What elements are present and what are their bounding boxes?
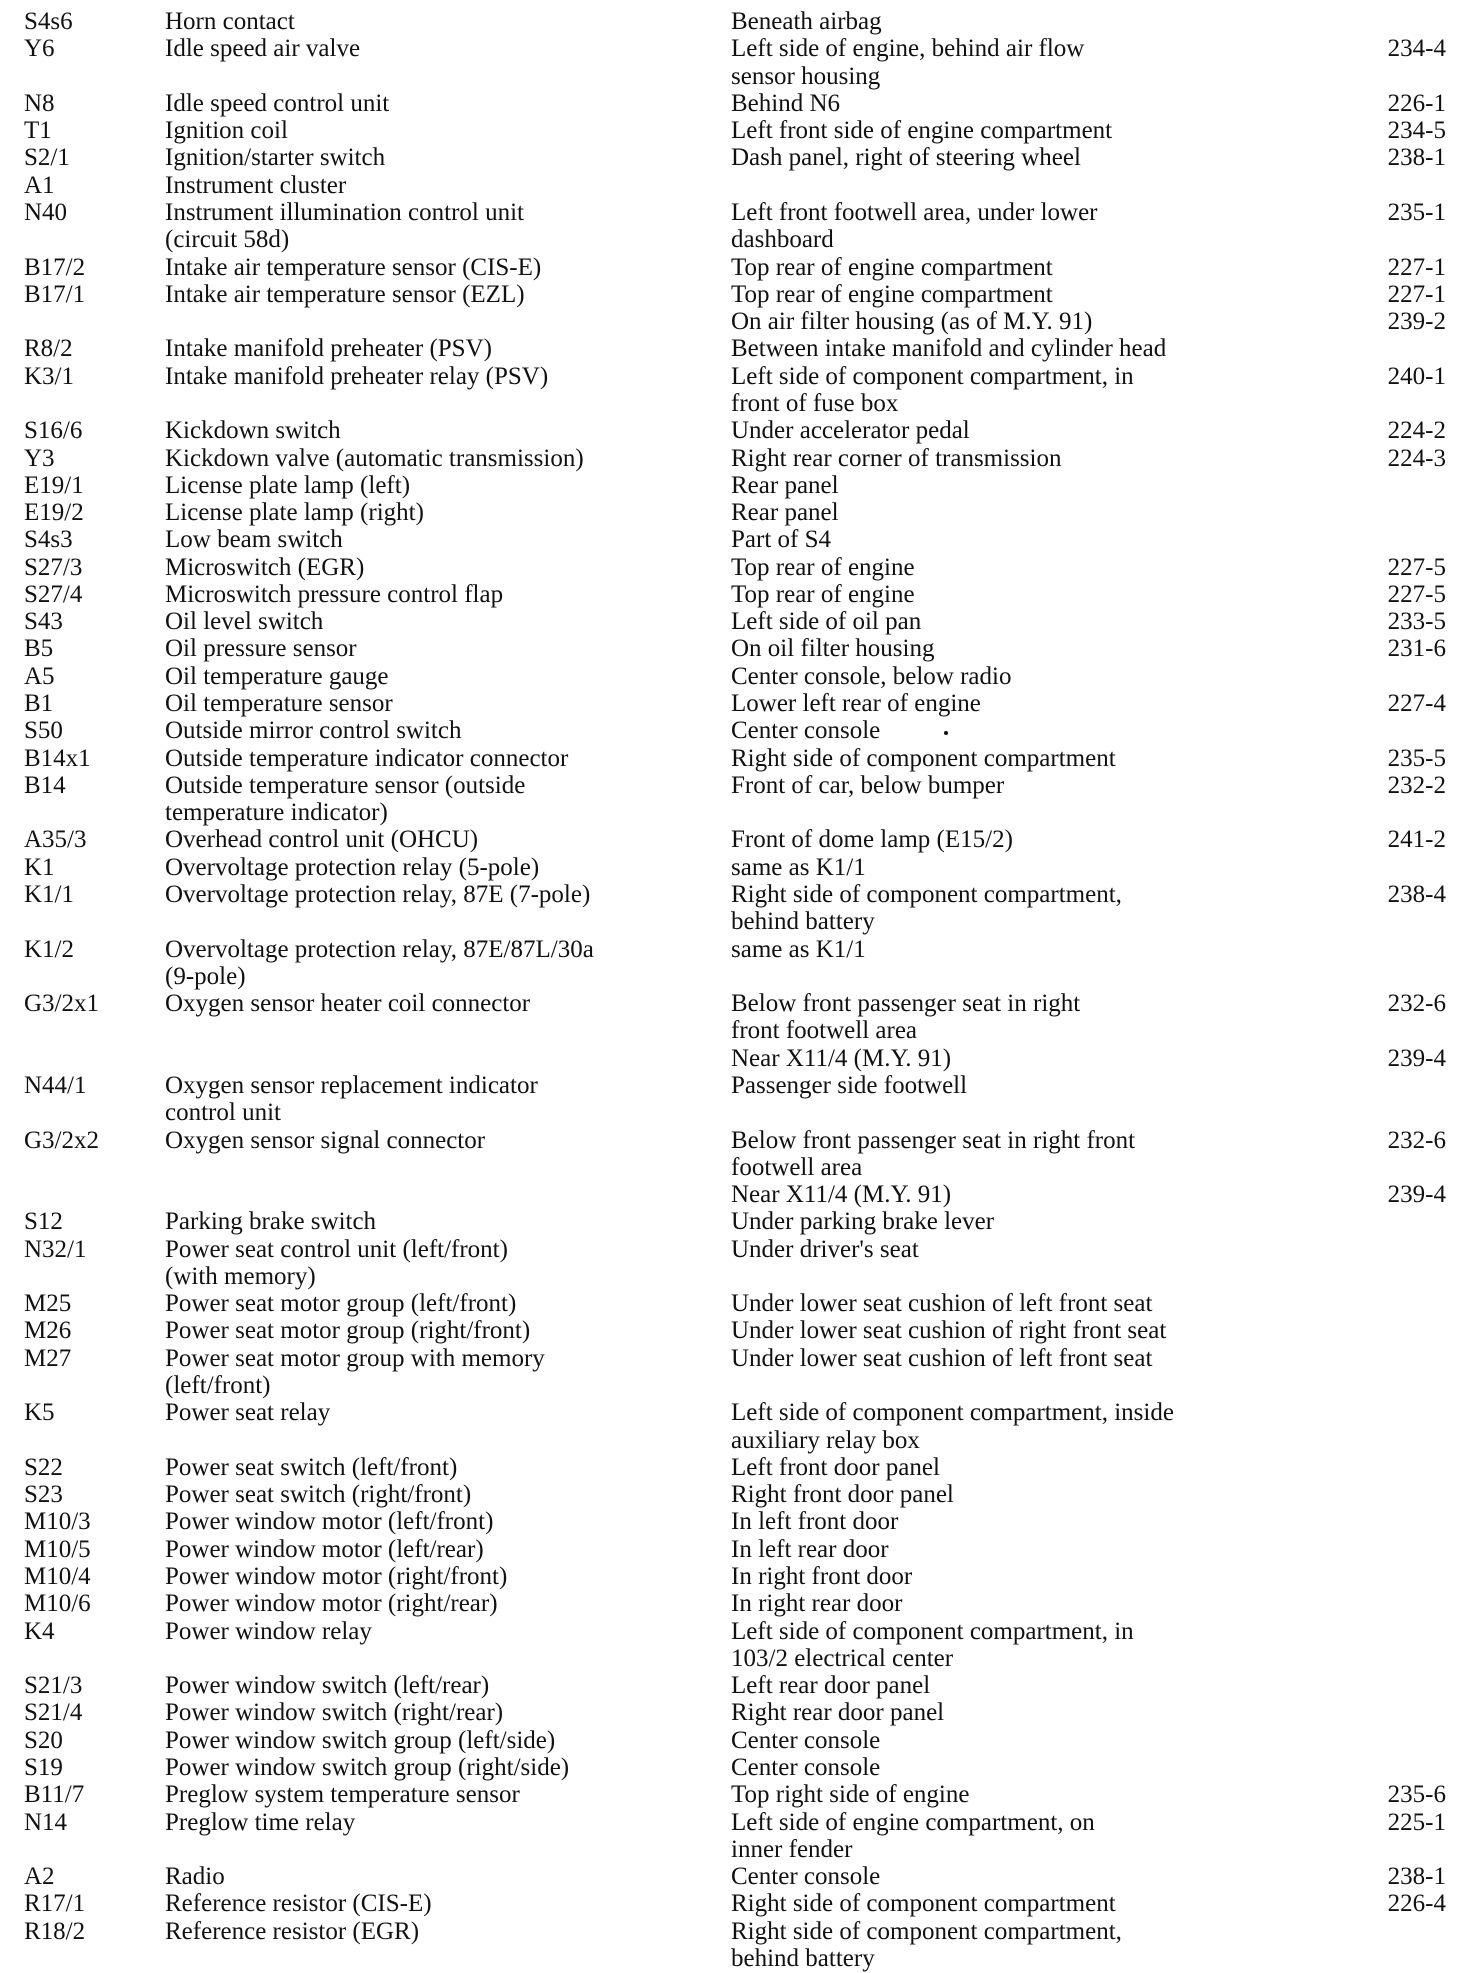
table-row <box>0 1727 1472 1755</box>
component-location: Left front side of engine compartment <box>731 117 1113 145</box>
table-row <box>0 1863 1472 1891</box>
table-row <box>0 254 1472 282</box>
table-row <box>0 1618 1472 1646</box>
component-name: Outside temperature indicator connector <box>165 744 569 772</box>
table-row <box>0 363 1472 391</box>
component-location: front footwell area <box>731 1017 918 1045</box>
table-row <box>0 854 1472 882</box>
component-name: Oil pressure sensor <box>165 635 357 663</box>
figure-reference: 238-4 <box>1387 881 1446 908</box>
figure-reference: 240-1 <box>1387 362 1446 390</box>
table-row <box>0 1317 1472 1345</box>
table-row <box>0 1590 1472 1618</box>
component-name: Power window switch (right/rear) <box>165 1699 504 1727</box>
component-name: Overvoltage protection relay (5-pole) <box>165 853 540 881</box>
component-location: Front of dome lamp (E15/2) <box>731 826 1013 854</box>
table-row <box>0 990 1472 1018</box>
figure-reference: 224-2 <box>1387 417 1446 445</box>
table-row <box>0 1072 1472 1100</box>
component-location: Below front passenger seat in right <box>731 990 1081 1018</box>
table-row <box>0 1563 1472 1591</box>
component-location: Left rear door panel <box>731 1672 931 1700</box>
component-code: K4 <box>24 1617 55 1645</box>
figure-reference: 225-1 <box>1387 1808 1446 1836</box>
component-name: control unit <box>165 1099 281 1127</box>
component-code: S20 <box>24 1726 63 1754</box>
table-row <box>0 772 1472 800</box>
table-row <box>0 172 1472 200</box>
figure-reference: 232-2 <box>1387 771 1446 799</box>
component-location: Rear panel <box>731 471 839 499</box>
component-code: B1 <box>24 690 54 717</box>
component-code: A5 <box>24 662 55 690</box>
figure-reference: 227-4 <box>1387 690 1446 717</box>
component-name: Power window relay <box>165 1617 372 1645</box>
component-location: Under driver's seat <box>731 1235 919 1263</box>
table-row <box>0 1836 1472 1864</box>
table-row <box>0 635 1472 663</box>
component-code: E19/2 <box>24 499 84 526</box>
component-location: behind battery <box>731 908 875 936</box>
component-name: Overvoltage protection relay, 87E/87L/30a <box>165 935 594 963</box>
component-location: Near X11/4 (M.Y. 91) <box>731 1044 952 1072</box>
table-row <box>0 445 1472 473</box>
component-name: Ignition coil <box>165 117 288 145</box>
table-row <box>0 1127 1472 1155</box>
figure-reference: 239-2 <box>1387 308 1446 336</box>
component-code: R18/2 <box>24 1917 86 1945</box>
component-code: S4s3 <box>24 526 73 554</box>
table-row <box>0 1208 1472 1236</box>
figure-reference: 239-4 <box>1387 1044 1446 1072</box>
component-location: Left side of component compartment, inside <box>731 1399 1174 1427</box>
table-row <box>0 472 1472 500</box>
component-name: Power seat motor group (right/front) <box>165 1317 531 1345</box>
table-row <box>0 499 1472 527</box>
component-name: Power seat motor group (left/front) <box>165 1290 517 1318</box>
component-location: Below front passenger seat in right front <box>731 1126 1136 1154</box>
table-row <box>0 745 1472 773</box>
component-location: Center console <box>731 1726 881 1754</box>
component-code: A2 <box>24 1863 55 1890</box>
figure-reference: 235-1 <box>1387 199 1446 226</box>
table-row <box>0 35 1472 63</box>
table-row <box>0 1481 1472 1509</box>
component-code: A35/3 <box>24 826 87 854</box>
component-code: M10/5 <box>24 1535 91 1563</box>
component-code: S12 <box>24 1208 63 1236</box>
component-name: Power window switch group (left/side) <box>165 1726 556 1754</box>
table-row <box>0 608 1472 636</box>
table-row <box>0 1809 1472 1837</box>
component-location: On air filter housing (as of M.Y. 91) <box>731 308 1093 336</box>
component-location: Near X11/4 (M.Y. 91) <box>731 1181 952 1208</box>
figure-reference: 232-6 <box>1387 1126 1446 1154</box>
table-row <box>0 963 1472 991</box>
component-location: Left side of component compartment, in <box>731 362 1134 390</box>
figure-reference: 233-5 <box>1387 608 1446 636</box>
component-location: Under parking brake lever <box>731 1208 995 1236</box>
component-location: behind battery <box>731 1944 875 1972</box>
component-name: Outside mirror control switch <box>165 717 462 745</box>
figure-reference: 241-2 <box>1387 826 1446 854</box>
table-row <box>0 390 1472 418</box>
component-name: Reference resistor (CIS-E) <box>165 1890 432 1918</box>
table-row <box>0 1699 1472 1727</box>
component-location: Left side of oil pan <box>731 608 922 636</box>
component-location: Passenger side footwell <box>731 1071 968 1099</box>
component-name: Power window motor (right/front) <box>165 1563 508 1590</box>
component-location: Between intake manifold and cylinder head <box>731 335 1167 363</box>
component-code: N44/1 <box>24 1071 87 1099</box>
figure-reference: 235-5 <box>1387 744 1446 772</box>
component-name: Power seat motor group with memory <box>165 1344 545 1372</box>
component-code: S19 <box>24 1753 63 1781</box>
component-name: (9-pole) <box>165 962 246 990</box>
component-code: S43 <box>24 608 63 636</box>
table-row <box>0 1099 1472 1127</box>
component-location: Under lower seat cushion of left front seat <box>731 1344 1153 1372</box>
table-row <box>0 663 1472 691</box>
table-row <box>0 1508 1472 1536</box>
component-code: Y3 <box>24 444 55 472</box>
table-row <box>0 1345 1472 1373</box>
table-row <box>0 144 1472 172</box>
component-location: Top rear of engine <box>731 580 915 608</box>
table-row <box>0 717 1472 745</box>
component-name: Power window motor (left/front) <box>165 1508 494 1536</box>
component-location: Left side of engine, behind air flow <box>731 35 1085 63</box>
component-location: footwell area <box>731 1153 863 1181</box>
component-name: Instrument cluster <box>165 171 347 199</box>
component-location: Top right side of engine <box>731 1781 970 1809</box>
table-row <box>0 1781 1472 1809</box>
table-row <box>0 1918 1472 1946</box>
component-name: Ignition/starter switch <box>165 144 386 172</box>
component-name: Idle speed air valve <box>165 35 361 63</box>
component-name: License plate lamp (right) <box>165 499 424 526</box>
table-row <box>0 308 1472 336</box>
component-location: Right side of component compartment, <box>731 881 1122 908</box>
figure-reference: 226-4 <box>1387 1890 1446 1918</box>
component-code: T1 <box>24 117 52 145</box>
component-code: M10/3 <box>24 1508 91 1536</box>
component-name: (circuit 58d) <box>165 226 290 254</box>
table-row <box>0 554 1472 582</box>
component-name: Oxygen sensor heater coil connector <box>165 990 531 1018</box>
table-row <box>0 526 1472 554</box>
table-row <box>0 1236 1472 1264</box>
table-row <box>0 335 1472 363</box>
component-location: Left side of engine compartment, on <box>731 1808 1095 1836</box>
component-code: A1 <box>24 171 55 199</box>
figure-reference: 226-1 <box>1387 89 1446 117</box>
component-location: In right front door <box>731 1563 913 1590</box>
component-location: Lower left rear of engine <box>731 690 981 717</box>
component-code: B14 <box>24 771 66 799</box>
table-row <box>0 1672 1472 1700</box>
component-name: Oil level switch <box>165 608 324 636</box>
table-row <box>0 799 1472 827</box>
component-code: S21/3 <box>24 1672 83 1700</box>
component-name: Oxygen sensor signal connector <box>165 1126 486 1154</box>
table-row <box>0 826 1472 854</box>
table-row <box>0 1754 1472 1782</box>
component-code: B17/2 <box>24 253 86 281</box>
table-row <box>0 1945 1472 1973</box>
component-location: same as K1/1 <box>731 935 866 963</box>
component-code: G3/2x2 <box>24 1126 99 1154</box>
component-location: same as K1/1 <box>731 853 866 881</box>
component-location: Under lower seat cushion of right front seat <box>731 1317 1167 1345</box>
component-code: M26 <box>24 1317 72 1345</box>
component-location: Behind N6 <box>731 89 841 117</box>
component-name: Microswitch pressure control flap <box>165 580 504 608</box>
component-name: Power window switch (left/rear) <box>165 1672 490 1700</box>
figure-reference: 224-3 <box>1387 444 1446 472</box>
table-row <box>0 881 1472 909</box>
component-location: Rear panel <box>731 499 839 526</box>
component-name: Power window switch group (right/side) <box>165 1753 570 1781</box>
component-name: Preglow system temperature sensor <box>165 1781 520 1809</box>
component-name: temperature indicator) <box>165 799 388 827</box>
component-location: Right side of component compartment <box>731 1890 1116 1918</box>
component-name: Outside temperature sensor (outside <box>165 771 526 799</box>
component-code: Y6 <box>24 35 55 63</box>
component-name: License plate lamp (left) <box>165 471 411 499</box>
component-name: Radio <box>165 1863 225 1890</box>
table-row <box>0 936 1472 964</box>
table-row <box>0 908 1472 936</box>
component-location: Part of S4 <box>731 526 831 554</box>
table-row <box>0 199 1472 227</box>
table-row <box>0 417 1472 445</box>
component-code: K1/2 <box>24 935 74 963</box>
component-location: Under lower seat cushion of left front seat <box>731 1290 1153 1318</box>
component-location: Center console <box>731 717 881 745</box>
figure-reference: 238-1 <box>1387 1863 1446 1890</box>
component-code: R17/1 <box>24 1890 86 1918</box>
table-row <box>0 1427 1472 1455</box>
table-row <box>0 1045 1472 1073</box>
figure-reference: 238-1 <box>1387 144 1446 172</box>
component-name: Overvoltage protection relay, 87E (7-pole) <box>165 881 591 908</box>
component-code: S27/3 <box>24 553 83 581</box>
component-code: M27 <box>24 1344 72 1372</box>
component-name: Low beam switch <box>165 526 343 554</box>
component-location: sensor housing <box>731 62 881 90</box>
component-name: (left/front) <box>165 1372 271 1399</box>
table-row <box>0 1154 1472 1182</box>
component-location: Right side of component compartment, <box>731 1917 1122 1945</box>
component-name: Horn contact <box>165 8 295 35</box>
figure-reference: 234-5 <box>1387 117 1446 145</box>
component-code: S22 <box>24 1453 63 1481</box>
component-location: In left front door <box>731 1508 899 1536</box>
component-location: auxiliary relay box <box>731 1426 920 1454</box>
component-code: B11/7 <box>24 1781 85 1809</box>
component-location: Left side of component compartment, in <box>731 1617 1134 1645</box>
component-name: (with memory) <box>165 1262 316 1290</box>
component-name: Preglow time relay <box>165 1808 356 1836</box>
component-name: Microswitch (EGR) <box>165 553 365 581</box>
table-row <box>0 117 1472 145</box>
component-location: In right rear door <box>731 1590 903 1618</box>
component-code: B17/1 <box>24 280 86 308</box>
component-name: Kickdown switch <box>165 417 341 445</box>
component-location: Center console <box>731 1753 881 1781</box>
component-location: Right rear corner of transmission <box>731 444 1062 472</box>
table-row <box>0 1399 1472 1427</box>
component-name: Power seat relay <box>165 1399 331 1427</box>
figure-reference: 235-6 <box>1387 1781 1446 1809</box>
component-location: Center console, below radio <box>731 662 1012 690</box>
figure-reference: 227-5 <box>1387 553 1446 581</box>
component-location: Dash panel, right of steering wheel <box>731 144 1081 172</box>
component-code: K3/1 <box>24 362 74 390</box>
component-code: S16/6 <box>24 417 83 445</box>
table-row <box>0 1890 1472 1918</box>
component-location: Right front door panel <box>731 1481 954 1509</box>
table-row <box>0 281 1472 309</box>
component-location: front of fuse box <box>731 389 899 417</box>
component-code: N14 <box>24 1808 68 1836</box>
table-row <box>0 1454 1472 1482</box>
component-code: K1 <box>24 853 55 881</box>
table-row <box>0 1372 1472 1400</box>
component-code: S23 <box>24 1481 63 1509</box>
component-code: S2/1 <box>24 144 70 172</box>
component-code: M10/4 <box>24 1563 91 1590</box>
component-name: Power window motor (right/rear) <box>165 1590 498 1618</box>
component-name: Overhead control unit (OHCU) <box>165 826 479 854</box>
component-code: S21/4 <box>24 1699 83 1727</box>
component-code: S50 <box>24 717 63 745</box>
component-location: Top rear of engine compartment <box>731 280 1053 308</box>
table-row <box>0 581 1472 609</box>
component-location: Front of car, below bumper <box>731 771 1005 799</box>
component-location: On oil filter housing <box>731 635 935 663</box>
component-code: N8 <box>24 89 55 117</box>
component-name: Power seat switch (right/front) <box>165 1481 472 1509</box>
table-row <box>0 1645 1472 1673</box>
figure-reference: 227-1 <box>1387 253 1446 281</box>
figure-reference: 227-5 <box>1387 580 1446 608</box>
component-code: M10/6 <box>24 1590 91 1618</box>
component-location: dashboard <box>731 226 834 254</box>
table-row <box>0 1536 1472 1564</box>
figure-reference: 231-6 <box>1387 635 1446 663</box>
table-row <box>0 1017 1472 1045</box>
component-location: Right side of component compartment <box>731 744 1116 772</box>
component-name: Oil temperature sensor <box>165 690 393 717</box>
component-name: Intake air temperature sensor (EZL) <box>165 280 525 308</box>
component-name: Reference resistor (EGR) <box>165 1917 420 1945</box>
component-name: Power seat control unit (left/front) <box>165 1235 508 1263</box>
component-name: Intake manifold preheater (PSV) <box>165 335 492 363</box>
component-name: Oxygen sensor replacement indicator <box>165 1071 538 1099</box>
component-location: Top rear of engine compartment <box>731 253 1053 281</box>
component-location: Center console <box>731 1863 881 1890</box>
component-location: Beneath airbag <box>731 8 882 35</box>
component-code: B14x1 <box>24 744 91 772</box>
component-location: Left front door panel <box>731 1453 940 1481</box>
component-location: inner fender <box>731 1835 853 1863</box>
component-location: Left front footwell area, under lower <box>731 199 1098 226</box>
component-name: Oil temperature gauge <box>165 662 389 690</box>
component-name: Power seat switch (left/front) <box>165 1453 458 1481</box>
figure-reference: 234-4 <box>1387 35 1446 63</box>
component-name: Idle speed control unit <box>165 89 390 117</box>
component-code: E19/1 <box>24 471 84 499</box>
component-name: Parking brake switch <box>165 1208 377 1236</box>
component-location: 103/2 electrical center <box>731 1644 954 1672</box>
figure-reference: 227-1 <box>1387 280 1446 308</box>
component-location: In left rear door <box>731 1535 889 1563</box>
component-code: K5 <box>24 1399 55 1427</box>
component-code: G3/2x1 <box>24 990 99 1018</box>
component-code: N32/1 <box>24 1235 87 1263</box>
component-location: Under accelerator pedal <box>731 417 970 445</box>
table-row <box>0 1263 1472 1291</box>
component-code: R8/2 <box>24 335 73 363</box>
table-row <box>0 226 1472 254</box>
table-row <box>0 1290 1472 1318</box>
component-name: Intake manifold preheater relay (PSV) <box>165 362 549 390</box>
component-location: Top rear of engine <box>731 553 915 581</box>
component-code: S27/4 <box>24 580 83 608</box>
component-name: Power window motor (left/rear) <box>165 1535 484 1563</box>
table-row <box>0 1181 1472 1209</box>
component-name: Instrument illumination control unit <box>165 199 524 226</box>
component-code: N40 <box>24 199 68 226</box>
component-name: Kickdown valve (automatic transmission) <box>165 444 584 472</box>
component-location: Right rear door panel <box>731 1699 945 1727</box>
component-code: B5 <box>24 635 54 663</box>
table-row <box>0 8 1472 36</box>
table-row <box>0 63 1472 91</box>
figure-reference: 232-6 <box>1387 990 1446 1018</box>
component-code: K1/1 <box>24 881 74 908</box>
table-row <box>0 690 1472 718</box>
component-code: S4s6 <box>24 8 73 35</box>
figure-reference: 239-4 <box>1387 1181 1446 1208</box>
table-row <box>0 90 1472 118</box>
component-code: M25 <box>24 1290 72 1318</box>
component-name: Intake air temperature sensor (CIS-E) <box>165 253 542 281</box>
